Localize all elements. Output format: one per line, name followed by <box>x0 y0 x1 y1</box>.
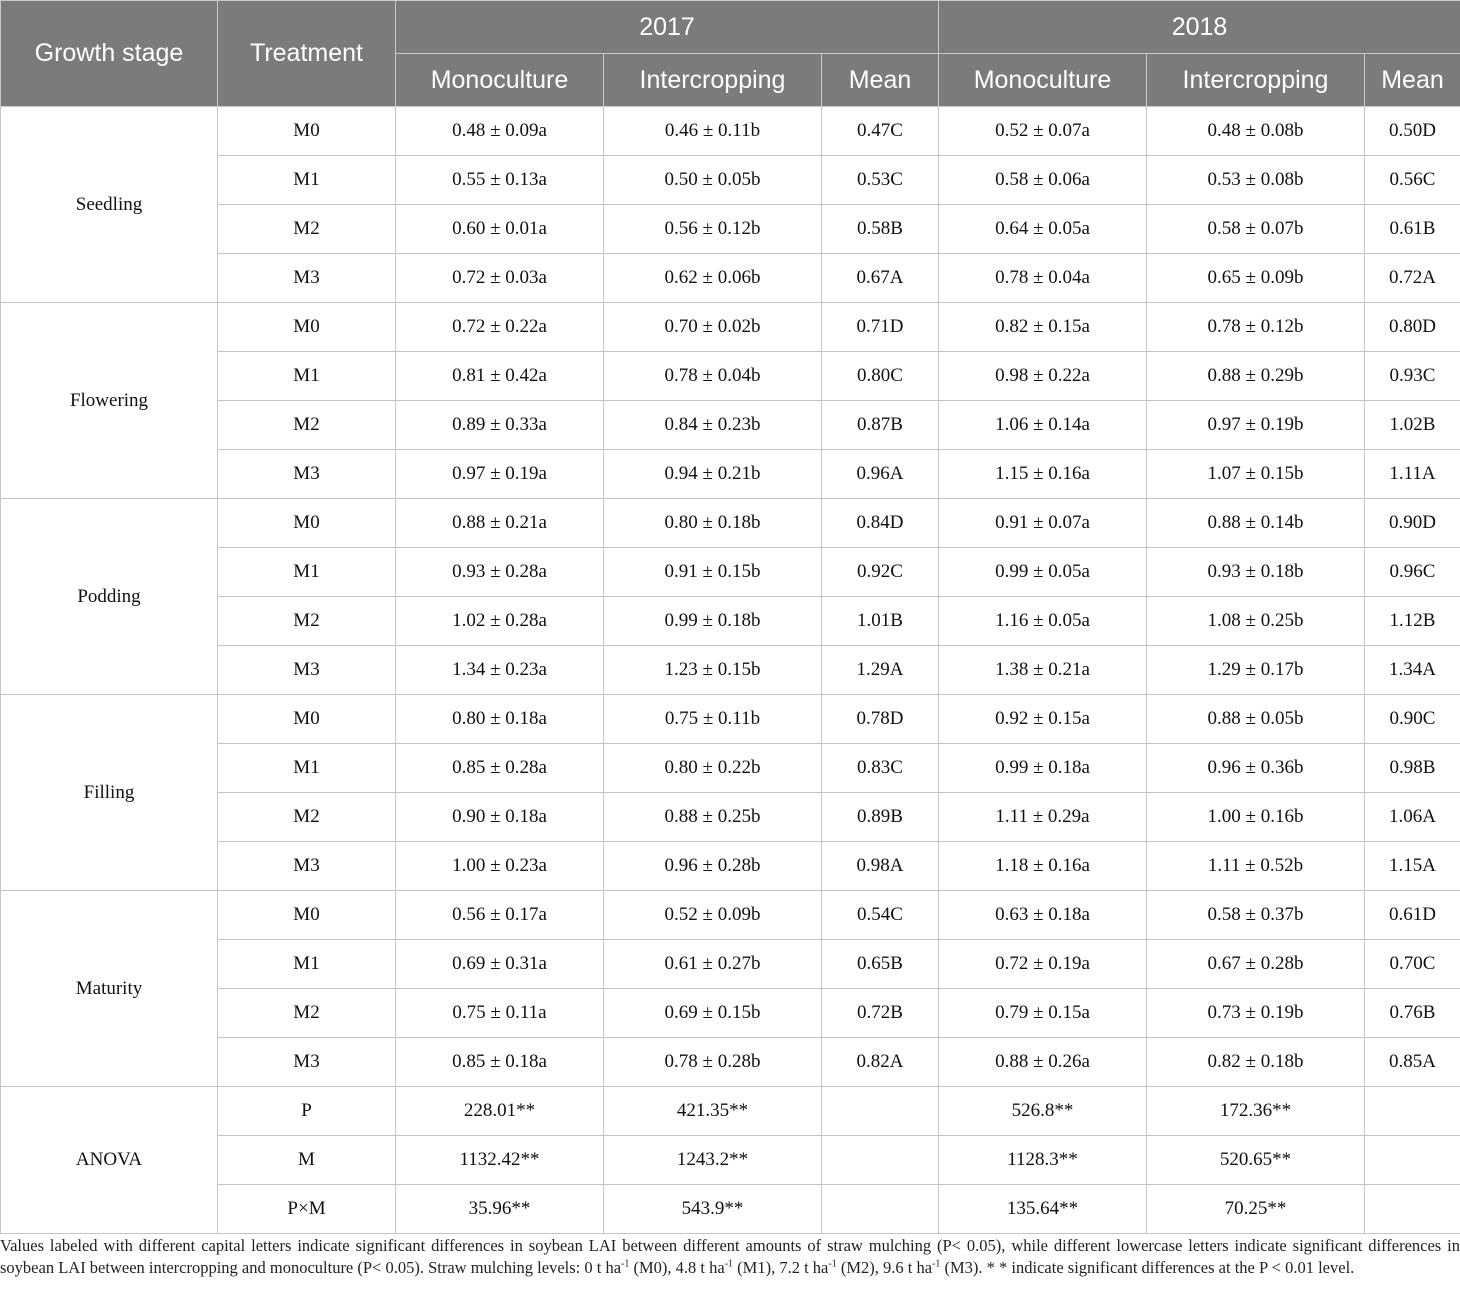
mean-2017-cell <box>822 1136 939 1185</box>
monoculture-2018-cell: 0.82 ± 0.15a <box>939 303 1147 352</box>
mean-2017-cell: 1.01B <box>822 597 939 646</box>
treatment-cell: M0 <box>218 303 396 352</box>
monoculture-2018-cell: 0.98 ± 0.22a <box>939 352 1147 401</box>
mean-2018-cell: 0.61B <box>1365 205 1460 254</box>
treatment-cell: P×M <box>218 1185 396 1234</box>
footnote-sup: -1 <box>932 1258 941 1269</box>
treatment-cell: M2 <box>218 989 396 1038</box>
mean-2017-cell: 0.82A <box>822 1038 939 1087</box>
mean-2018-cell: 0.70C <box>1365 940 1460 989</box>
mean-2018-cell <box>1365 1136 1460 1185</box>
table-row <box>1 989 1460 1038</box>
growth-stage-cell: Flowering <box>1 303 218 499</box>
mean-2018-cell: 1.12B <box>1365 597 1460 646</box>
treatment-cell: M2 <box>218 597 396 646</box>
table-row <box>1 1038 1460 1087</box>
intercropping-2018-cell: 0.96 ± 0.36b <box>1147 744 1365 793</box>
intercropping-2017-cell: 0.46 ± 0.11b <box>604 107 822 156</box>
mean-2018-cell: 0.61D <box>1365 891 1460 940</box>
monoculture-2017-cell: 0.72 ± 0.22a <box>396 303 604 352</box>
treatment-cell: M3 <box>218 646 396 695</box>
mean-2018-cell: 0.93C <box>1365 352 1460 401</box>
mean-2017-cell: 0.96A <box>822 450 939 499</box>
treatment-cell: M1 <box>218 156 396 205</box>
treatment-cell: M0 <box>218 107 396 156</box>
mean-2018-cell: 0.76B <box>1365 989 1460 1038</box>
table-row <box>1 793 1460 842</box>
intercropping-2017-cell: 421.35** <box>604 1087 822 1136</box>
mean-2017-cell: 0.58B <box>822 205 939 254</box>
treatment-cell: M3 <box>218 1038 396 1087</box>
intercropping-2017-cell: 0.70 ± 0.02b <box>604 303 822 352</box>
intercropping-2017-cell: 0.80 ± 0.18b <box>604 499 822 548</box>
intercropping-2017-cell: 0.80 ± 0.22b <box>604 744 822 793</box>
footnote-text: Values labeled with different capital letters indicate significant differences in soybean LAI between different amounts of straw mulching (P< 0.05), while different lowercase letters indicate significant differences in soybean LAI between intercropping and monoculture (P< 0.05). Straw mulching levels: 0 t ha <box>0 1236 1460 1277</box>
intercropping-2017-cell: 0.50 ± 0.05b <box>604 156 822 205</box>
monoculture-2018-cell: 0.72 ± 0.19a <box>939 940 1147 989</box>
table-row <box>1 597 1460 646</box>
intercropping-2018-cell: 1.07 ± 0.15b <box>1147 450 1365 499</box>
intercropping-2017-cell: 1.23 ± 0.15b <box>604 646 822 695</box>
treatment-header: Treatment <box>218 1 396 107</box>
intercropping-2018-cell: 0.88 ± 0.29b <box>1147 352 1365 401</box>
intercropping-2018-cell: 0.67 ± 0.28b <box>1147 940 1365 989</box>
monoculture-2017-cell: 0.85 ± 0.28a <box>396 744 604 793</box>
intercropping-2018-cell: 0.82 ± 0.18b <box>1147 1038 1365 1087</box>
mean-2017-cell <box>822 1185 939 1234</box>
intercropping-2018-cell: 0.88 ± 0.05b <box>1147 695 1365 744</box>
mean-2017-cell: 0.84D <box>822 499 939 548</box>
mean-2018-cell: 0.72A <box>1365 254 1460 303</box>
intercropping-2018-cell: 172.36** <box>1147 1087 1365 1136</box>
growth-stage-cell: ANOVA <box>1 1087 218 1234</box>
mean-2018-cell: 0.90C <box>1365 695 1460 744</box>
growth-stage-cell: Podding <box>1 499 218 695</box>
monoculture-2018-cell: 135.64** <box>939 1185 1147 1234</box>
footnote-text: (M1), 7.2 t ha <box>733 1257 829 1277</box>
monoculture-2018-cell: 0.79 ± 0.15a <box>939 989 1147 1038</box>
monoculture-2017-cell: 0.60 ± 0.01a <box>396 205 604 254</box>
mean-header-2018: Mean <box>1365 54 1460 107</box>
mean-2017-cell: 0.72B <box>822 989 939 1038</box>
mean-2017-cell: 0.47C <box>822 107 939 156</box>
table-row <box>1 107 1460 156</box>
monoculture-2017-cell: 0.93 ± 0.28a <box>396 548 604 597</box>
monoculture-2018-cell: 1.15 ± 0.16a <box>939 450 1147 499</box>
monoculture-2017-cell: 0.85 ± 0.18a <box>396 1038 604 1087</box>
monoculture-2018-cell: 1.16 ± 0.05a <box>939 597 1147 646</box>
treatment-cell: P <box>218 1087 396 1136</box>
table-row <box>1 401 1460 450</box>
intercropping-2017-cell: 0.52 ± 0.09b <box>604 891 822 940</box>
mean-header-2017: Mean <box>822 54 939 107</box>
treatment-cell: M0 <box>218 891 396 940</box>
growth-stage-header: Growth stage <box>1 1 218 107</box>
intercropping-2018-cell: 0.73 ± 0.19b <box>1147 989 1365 1038</box>
mean-2018-cell: 0.98B <box>1365 744 1460 793</box>
year-header-2018: 2018 <box>939 1 1460 54</box>
treatment-cell: M0 <box>218 499 396 548</box>
monoculture-2018-cell: 1.11 ± 0.29a <box>939 793 1147 842</box>
intercropping-2017-cell: 0.69 ± 0.15b <box>604 989 822 1038</box>
table-row <box>1 156 1460 205</box>
monoculture-2018-cell: 0.63 ± 0.18a <box>939 891 1147 940</box>
intercropping-2018-cell: 0.78 ± 0.12b <box>1147 303 1365 352</box>
intercropping-2017-cell: 0.62 ± 0.06b <box>604 254 822 303</box>
intercropping-2017-cell: 0.61 ± 0.27b <box>604 940 822 989</box>
monoculture-2017-cell: 1.02 ± 0.28a <box>396 597 604 646</box>
table-row <box>1 744 1460 793</box>
monoculture-2017-cell: 228.01** <box>396 1087 604 1136</box>
intercropping-2017-cell: 0.56 ± 0.12b <box>604 205 822 254</box>
table-body <box>1 107 1460 1234</box>
table-header <box>1 1 1460 107</box>
monoculture-2017-cell: 0.90 ± 0.18a <box>396 793 604 842</box>
monoculture-2018-cell: 0.58 ± 0.06a <box>939 156 1147 205</box>
mean-2018-cell: 1.15A <box>1365 842 1460 891</box>
footnote-text: (M0), 4.8 t ha <box>629 1257 725 1277</box>
monoculture-2018-cell: 0.78 ± 0.04a <box>939 254 1147 303</box>
table-row <box>1 303 1460 352</box>
mean-2018-cell: 1.02B <box>1365 401 1460 450</box>
table-row <box>1 254 1460 303</box>
monoculture-2018-cell: 1128.3** <box>939 1136 1147 1185</box>
footnote-sup: -1 <box>621 1258 630 1269</box>
intercropping-2017-cell: 0.75 ± 0.11b <box>604 695 822 744</box>
monoculture-2017-cell: 35.96** <box>396 1185 604 1234</box>
mean-2018-cell <box>1365 1087 1460 1136</box>
monoculture-2017-cell: 0.97 ± 0.19a <box>396 450 604 499</box>
monoculture-2017-cell: 0.56 ± 0.17a <box>396 891 604 940</box>
growth-stage-cell: Maturity <box>1 891 218 1087</box>
growth-stage-cell: Seedling <box>1 107 218 303</box>
intercropping-2018-cell: 1.29 ± 0.17b <box>1147 646 1365 695</box>
monoculture-2018-cell: 0.99 ± 0.05a <box>939 548 1147 597</box>
mean-2017-cell: 0.98A <box>822 842 939 891</box>
monoculture-2017-cell: 0.80 ± 0.18a <box>396 695 604 744</box>
treatment-cell: M3 <box>218 842 396 891</box>
treatment-cell: M1 <box>218 548 396 597</box>
table-row <box>1 1185 1460 1234</box>
treatment-cell: M1 <box>218 940 396 989</box>
intercropping-2018-cell: 0.65 ± 0.09b <box>1147 254 1365 303</box>
monoculture-2017-cell: 0.88 ± 0.21a <box>396 499 604 548</box>
intercropping-2017-cell: 0.91 ± 0.15b <box>604 548 822 597</box>
mean-2017-cell: 0.87B <box>822 401 939 450</box>
monoculture-2018-cell: 1.18 ± 0.16a <box>939 842 1147 891</box>
treatment-cell: M2 <box>218 401 396 450</box>
monoculture-2018-cell: 0.88 ± 0.26a <box>939 1038 1147 1087</box>
intercropping-2018-cell: 0.53 ± 0.08b <box>1147 156 1365 205</box>
intercropping-2017-cell: 0.99 ± 0.18b <box>604 597 822 646</box>
mean-2018-cell: 0.56C <box>1365 156 1460 205</box>
table-footnote <box>0 1235 1460 1278</box>
mean-2018-cell: 0.96C <box>1365 548 1460 597</box>
mean-2018-cell: 0.90D <box>1365 499 1460 548</box>
intercropping-2017-cell: 543.9** <box>604 1185 822 1234</box>
intercropping-2018-cell: 1.08 ± 0.25b <box>1147 597 1365 646</box>
mean-2018-cell: 0.50D <box>1365 107 1460 156</box>
intercropping-2018-cell: 0.58 ± 0.07b <box>1147 205 1365 254</box>
footnote-sup: -1 <box>724 1258 734 1269</box>
treatment-cell: M <box>218 1136 396 1185</box>
intercropping-2017-cell: 0.84 ± 0.23b <box>604 401 822 450</box>
footnote-text: (M3). * * indicate significant differences at the P < 0.01 level. <box>940 1257 1355 1277</box>
mean-2017-cell: 0.54C <box>822 891 939 940</box>
mean-2018-cell: 1.34A <box>1365 646 1460 695</box>
intercropping-2018-cell: 520.65** <box>1147 1136 1365 1185</box>
intercropping-2018-cell: 70.25** <box>1147 1185 1365 1234</box>
monoculture-2017-cell: 1.00 ± 0.23a <box>396 842 604 891</box>
table-row <box>1 1136 1460 1185</box>
mean-2018-cell <box>1365 1185 1460 1234</box>
intercropping-2018-cell: 0.58 ± 0.37b <box>1147 891 1365 940</box>
mean-2017-cell: 0.67A <box>822 254 939 303</box>
intercropping-2017-cell: 0.94 ± 0.21b <box>604 450 822 499</box>
mean-2017-cell: 0.71D <box>822 303 939 352</box>
mean-2018-cell: 1.11A <box>1365 450 1460 499</box>
monoculture-2018-cell: 1.38 ± 0.21a <box>939 646 1147 695</box>
monoculture-header-2018: Monoculture <box>939 54 1147 107</box>
table-row <box>1 891 1460 940</box>
treatment-cell: M2 <box>218 793 396 842</box>
treatment-cell: M1 <box>218 744 396 793</box>
intercropping-2018-cell: 0.88 ± 0.14b <box>1147 499 1365 548</box>
monoculture-2017-cell: 0.69 ± 0.31a <box>396 940 604 989</box>
monoculture-2017-cell: 1132.42** <box>396 1136 604 1185</box>
mean-2018-cell: 0.80D <box>1365 303 1460 352</box>
monoculture-2017-cell: 0.89 ± 0.33a <box>396 401 604 450</box>
table-row <box>1 499 1460 548</box>
monoculture-header-2017: Monoculture <box>396 54 604 107</box>
monoculture-2018-cell: 526.8** <box>939 1087 1147 1136</box>
monoculture-2018-cell: 0.64 ± 0.05a <box>939 205 1147 254</box>
treatment-cell: M3 <box>218 450 396 499</box>
treatment-cell: M3 <box>218 254 396 303</box>
intercropping-2018-cell: 0.93 ± 0.18b <box>1147 548 1365 597</box>
intercropping-header-2018: Intercropping <box>1147 54 1365 107</box>
mean-2017-cell: 0.92C <box>822 548 939 597</box>
intercropping-2017-cell: 0.78 ± 0.28b <box>604 1038 822 1087</box>
footnote-sup: -1 <box>828 1258 837 1269</box>
table-row <box>1 695 1460 744</box>
table-row <box>1 205 1460 254</box>
monoculture-2017-cell: 0.75 ± 0.11a <box>396 989 604 1038</box>
table-row <box>1 646 1460 695</box>
mean-2017-cell: 0.53C <box>822 156 939 205</box>
table-row <box>1 450 1460 499</box>
footnote-text: (M2), 9.6 t ha <box>836 1257 933 1277</box>
monoculture-2017-cell: 0.55 ± 0.13a <box>396 156 604 205</box>
mean-2017-cell: 0.89B <box>822 793 939 842</box>
treatment-cell: M1 <box>218 352 396 401</box>
year-header-2017: 2017 <box>396 1 939 54</box>
monoculture-2018-cell: 0.91 ± 0.07a <box>939 499 1147 548</box>
table-row <box>1 1087 1460 1136</box>
intercropping-2018-cell: 0.97 ± 0.19b <box>1147 401 1365 450</box>
intercropping-2017-cell: 0.88 ± 0.25b <box>604 793 822 842</box>
table-row <box>1 940 1460 989</box>
table-row <box>1 548 1460 597</box>
mean-2017-cell: 0.83C <box>822 744 939 793</box>
treatment-cell: M0 <box>218 695 396 744</box>
table-row <box>1 842 1460 891</box>
monoculture-2017-cell: 0.48 ± 0.09a <box>396 107 604 156</box>
intercropping-2017-cell: 1243.2** <box>604 1136 822 1185</box>
intercropping-header-2017: Intercropping <box>604 54 822 107</box>
monoculture-2018-cell: 0.52 ± 0.07a <box>939 107 1147 156</box>
monoculture-2017-cell: 0.81 ± 0.42a <box>396 352 604 401</box>
monoculture-2018-cell: 0.99 ± 0.18a <box>939 744 1147 793</box>
intercropping-2018-cell: 0.48 ± 0.08b <box>1147 107 1365 156</box>
table-row <box>1 352 1460 401</box>
treatment-cell: M2 <box>218 205 396 254</box>
mean-2017-cell <box>822 1087 939 1136</box>
monoculture-2018-cell: 0.92 ± 0.15a <box>939 695 1147 744</box>
monoculture-2017-cell: 1.34 ± 0.23a <box>396 646 604 695</box>
intercropping-2018-cell: 1.11 ± 0.52b <box>1147 842 1365 891</box>
mean-2018-cell: 0.85A <box>1365 1038 1460 1087</box>
mean-2017-cell: 1.29A <box>822 646 939 695</box>
intercropping-2017-cell: 0.78 ± 0.04b <box>604 352 822 401</box>
mean-2017-cell: 0.65B <box>822 940 939 989</box>
growth-stage-cell: Filling <box>1 695 218 891</box>
intercropping-2018-cell: 1.00 ± 0.16b <box>1147 793 1365 842</box>
monoculture-2017-cell: 0.72 ± 0.03a <box>396 254 604 303</box>
mean-2017-cell: 0.80C <box>822 352 939 401</box>
intercropping-2017-cell: 0.96 ± 0.28b <box>604 842 822 891</box>
monoculture-2018-cell: 1.06 ± 0.14a <box>939 401 1147 450</box>
mean-2018-cell: 1.06A <box>1365 793 1460 842</box>
mean-2017-cell: 0.78D <box>822 695 939 744</box>
